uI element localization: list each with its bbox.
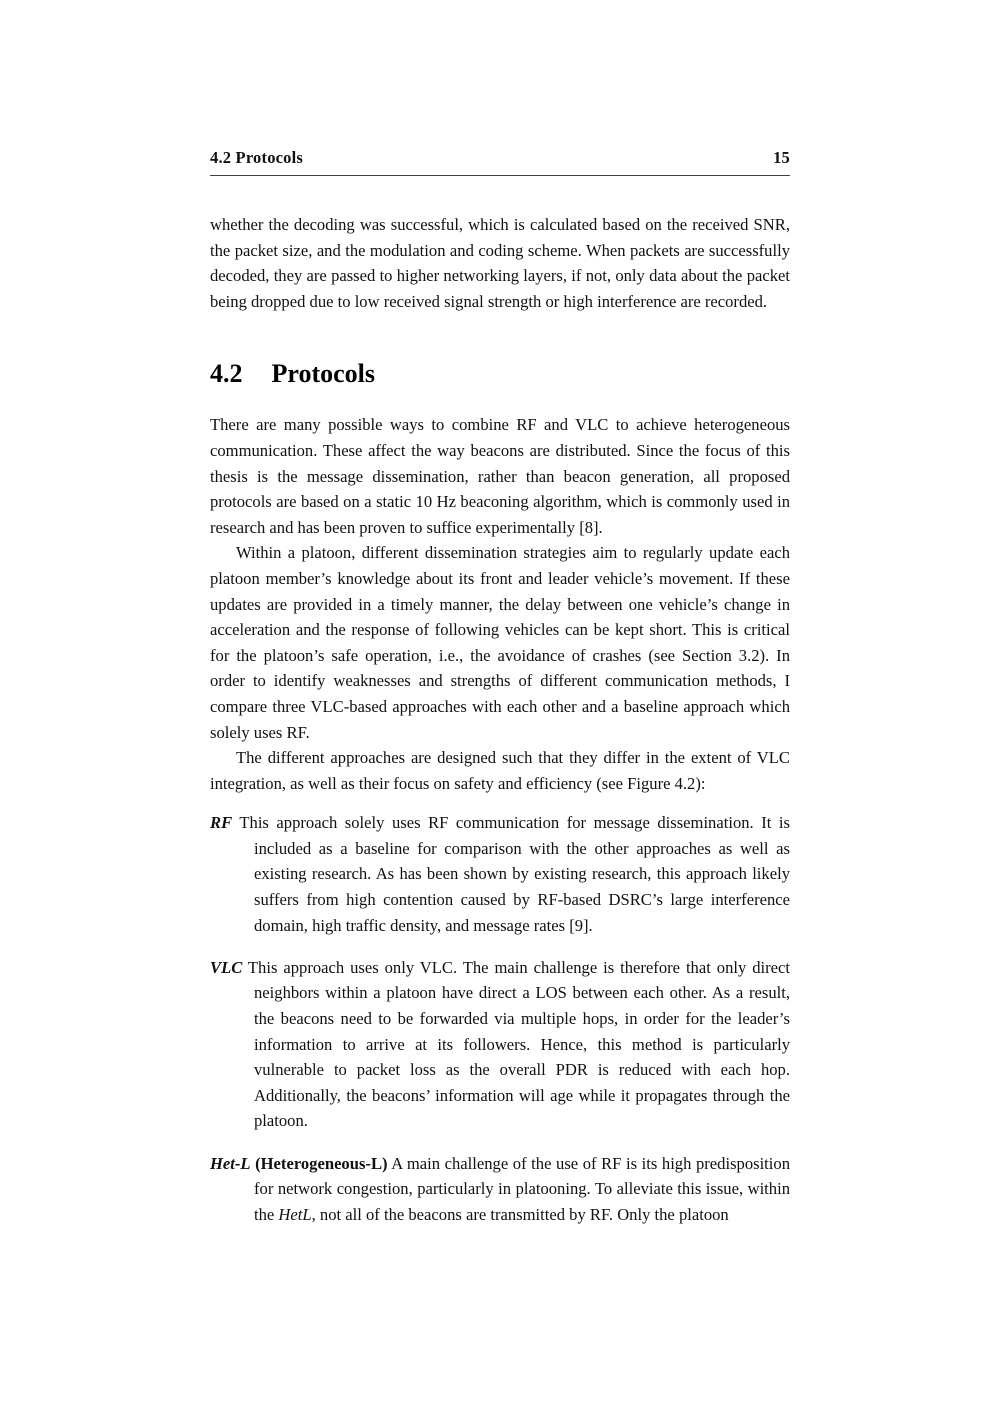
approach-label-vlc: VLC — [210, 957, 243, 977]
running-header-section: 4.2 Protocols — [210, 148, 304, 167]
approach-text-het-l-emphasis: HetL — [278, 1204, 312, 1224]
running-header — [210, 148, 790, 176]
approach-label-rf: RF — [210, 813, 233, 833]
approach-item-rf — [210, 810, 790, 938]
paragraph-protocols-2: Within a platoon, different dissemination strategies aim to regularly update each platoon member’s knowledge about its front and leader vehicle’s movement. If these updates are provided in a timely manner, the delay between one vehicle’s change in acceleration and the response of following vehicles can be kept short. This is critical for the platoon’s safe operation, i.e., the avoidance of crashes (see Section 3.2). In order to identify weaknesses and strengths of different communication methods, I compare three VLC-based approaches with each other and a baseline approach which solely uses RF. — [210, 543, 790, 742]
page-content — [210, 148, 790, 1244]
section-number: 4.2 — [210, 359, 243, 389]
section-heading — [210, 359, 790, 389]
approach-item-vlc — [210, 955, 790, 1134]
approach-list — [210, 810, 790, 1227]
paragraph-protocols-3: The different approaches are designed such that they differ in the extent of VLC integration, as well as their focus on safety and efficiency (see Figure 4.2): — [210, 748, 790, 793]
approach-text-vlc: This approach uses only VLC. The main challenge is therefore that only direct neighbors within a platoon have direct a LOS between each other. As a result, the beacons need to be forwarded via multiple hops, in order for the leader’s information to arrive at its followers. Hence, this method is particularly vulnerable to packet loss as the overall PDR is reduced with each hop. Additionally, the beacons’ information will age while it propagates through the platoon. — [247, 957, 790, 1131]
approach-item-het-l — [210, 1151, 790, 1228]
approach-text-het-l-after: , not all of the beacons are transmitted by RF. Only the platoon — [311, 1204, 729, 1224]
page-number: 15 — [773, 148, 790, 167]
approach-label-het-l: Het-L — [210, 1153, 251, 1173]
approach-text-rf: This approach solely uses RF communication for message dissemination. It is included as a baseline for comparison with the other approaches as well as existing research. As has been shown by existing research, this approach likely suffers from high contention caused by RF-based DSRC’s large interference domain, high traffic density, and message rates [9]. — [239, 813, 790, 935]
approach-text-het-l-before: A main challenge of the use of RF is its high predisposition for network congestion, particularly in platooning. To alleviate this issue, within the — [254, 1153, 790, 1224]
approach-subtitle-het-l: (Heterogeneous-L) — [255, 1153, 388, 1173]
intro-paragraph: whether the decoding was successful, which is calculated based on the received SNR, the packet size, and the modulation and coding scheme. When packets are successfully decoded, they are passed to higher networking layers, if not, only data about the packet being dropped due to low received signal strength or high interference are recorded. — [210, 215, 790, 311]
section-title: Protocols — [271, 359, 375, 389]
paragraph-protocols-1: There are many possible ways to combine RF and VLC to achieve heterogeneous communication. These affect the way beacons are distributed. Since the focus of this thesis is the message dissemination, rather than beacon generation, all proposed protocols are based on a static 10 Hz beaconing algorithm, which is commonly used in research and has been proven to suffice experimentally [8]. — [210, 415, 790, 537]
